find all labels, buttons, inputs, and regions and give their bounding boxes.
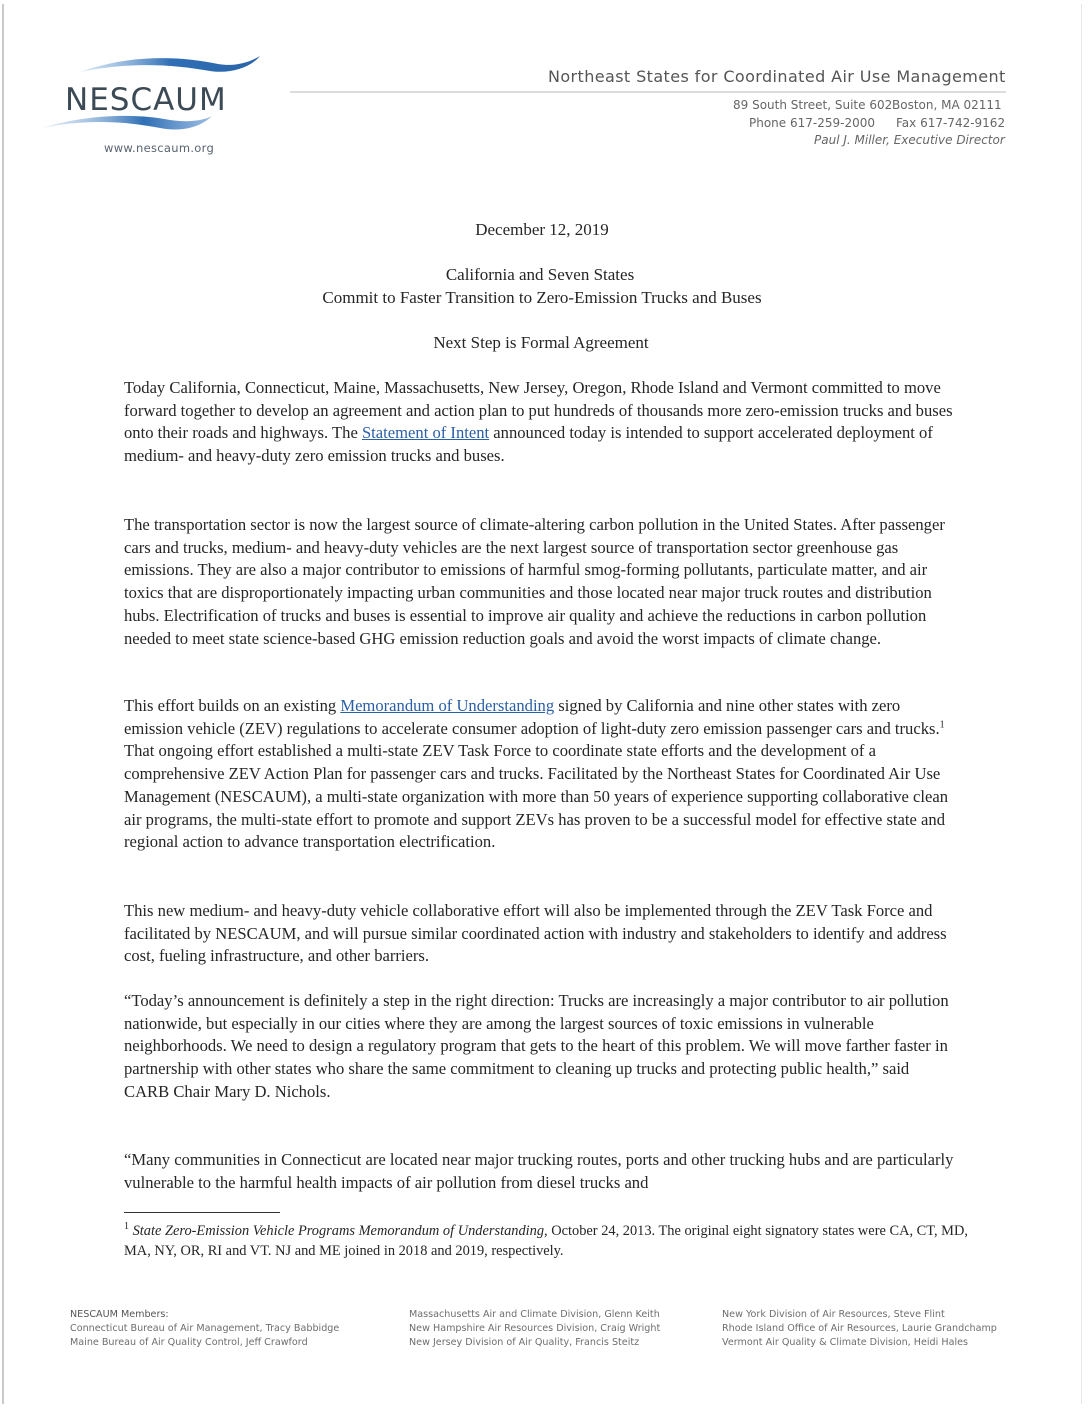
footnote-reference[interactable]: 1 (939, 719, 945, 731)
footer-member: New Hampshire Air Resources Division, Craig Wright (409, 1323, 661, 1334)
statement-of-intent-link[interactable]: Statement of Intent (361, 423, 490, 443)
footnote-number: 1 (124, 1221, 129, 1233)
paragraph-2: The transportation sector is now the largest source of climate-altering carbon pollution in the United States. After passenger cars and trucks, medium- and heavy-duty vehicles are the next largest source of transportation sector greenhouse gas emissions. They are also a major contributor to emissions of harmful smog-forming pollutants, particulate matter, and air toxics that are disproportionately impacting urban communities and those located near major truck routes and distribution hubs. Electrification of trucks and buses is essential to improve air quality and achieve the reductions in carbon pollution needed to meet state science-based GHG emission reduction goals and avoid the worst impacts of climate change. (124, 515, 945, 648)
paragraph-6-quote: “Many communities in Connecticut are located near major trucking routes, ports and other trucking hubs and are particularly vulnerable to the harmful health impacts of air pollution from diesel trucks and (124, 1150, 954, 1192)
footnote-text: , October 24, 2013. The original eight signatory states were CA, CT, MD, MA, NY, OR, RI and VT. NJ and ME joined in 2018 and 2019, respectively. (124, 1223, 968, 1259)
paragraph-4: This new medium- and heavy-duty vehicle collaborative effort will also be implemented through the ZEV Task Force and facilitated by NESCAUM, and will pursue similar coordinated action with industry and stakeholders to identify and address cost, fueling infrastructure, and other barriers. (124, 901, 947, 966)
phone-number: Phone 617-259-2000 (749, 116, 875, 130)
footer-member: New York Division of Air Resources, Steve Flint (722, 1309, 945, 1320)
fax-number: Fax 617-742-9162 (896, 116, 1006, 130)
paragraph-3-text-c: That ongoing effort established a multi-state ZEV Task Force to coordinate state efforts and the development of a comprehensive ZEV Action Plan for passenger cars and trucks. Facilitated by the Northeast States for Coordinated Air Use Management (NESCAUM), a multi-state organization with more than 50 years of experience supporting collaborative clean air programs, the multi-state effort to promote and support ZEVs has proven to be a successful model for effective state and regional action to advance transportation electrification. (124, 741, 949, 852)
header-divider (290, 91, 1006, 93)
paragraph-3-text-b: signed by California and nine other states with zero emission vehicle (ZEV) regulations to accelerate consumer adoption of light-duty zero emission passenger cars and trucks. (124, 696, 940, 738)
footnote-divider (124, 1212, 280, 1213)
paragraph-3 (124, 695, 954, 854)
paragraph-3-text-a: This effort builds on an existing (124, 696, 341, 715)
paragraph-1-text-a: Today California, Connecticut, Maine, Massachusetts, New Jersey, Oregon, Rhode Island and Vermont committed to move forward together to develop an agreement and action plan to put hundreds of thousands more zero-emission trucks and buses onto their roads and highways. The (124, 378, 953, 443)
subheadline: Next Step is Formal Agreement (433, 333, 649, 352)
page-edge-right (1081, 4, 1082, 1404)
page-edge-left (2, 4, 4, 1404)
footnote-title: State Zero-Emission Vehicle Programs Memorandum of Understanding (132, 1223, 545, 1239)
logo-website[interactable]: www.nescaum.org (104, 141, 215, 155)
org-name: Northeast States for Coordinated Air Use Management (548, 67, 1006, 86)
headline-line2: Commit to Faster Transition to Zero-Emission Trucks and Buses (322, 288, 762, 307)
nescaum-logo (40, 50, 270, 160)
footer-member: Vermont Air Quality & Climate Division, Heidi Hales (722, 1337, 969, 1348)
paragraph-5-quote: “Today’s announcement is definitely a step in the right direction: Trucks are increasingly a major contributor to air pollution nationwide, but especially in our cities where they are among the largest sources of toxic emissions in vulnerable neighborhoods. We need to design a regulatory program that gets to the heart of this problem. We will move farther faster in partnership with other states who share the same commitment to cleaning up trucks and protecting public health,” said CARB Chair Mary D. Nichols. (124, 991, 949, 1101)
paragraph-1 (124, 377, 954, 468)
footer-member: Connecticut Bureau of Air Management, Tracy Babbidge (70, 1323, 340, 1334)
footer-members-col1 (70, 1308, 339, 1350)
paragraph-1-text-b: announced today is intended to support accelerated deployment of medium- and heavy-duty zero emission trucks and buses. (124, 423, 933, 466)
footer-member: Rhode Island Office of Air Resources, Laurie Grandchamp (722, 1323, 997, 1334)
footer-members-col2 (409, 1308, 660, 1350)
headline-line1: California and Seven States (445, 265, 635, 284)
footer-member: Maine Bureau of Air Quality Control, Jeff Crawford (70, 1337, 308, 1348)
footer-member: New Jersey Division of Air Quality, Francis Steitz (409, 1337, 640, 1348)
footnote (124, 1221, 974, 1261)
address-city: Boston, MA 02111 (892, 98, 1002, 112)
footer-title: NESCAUM Members: (70, 1309, 169, 1320)
footer-member: Massachusetts Air and Climate Division, Glenn Keith (409, 1309, 660, 1320)
letter-date: December 12, 2019 (475, 220, 609, 239)
footer-members-col3 (722, 1308, 997, 1350)
memorandum-of-understanding-link[interactable]: Memorandum of Understanding (340, 696, 555, 715)
logo-text: NESCAUM (65, 82, 227, 118)
address-street: 89 South Street, Suite 602 (733, 98, 893, 112)
executive-director: Paul J. Miller, Executive Director (814, 133, 1005, 147)
